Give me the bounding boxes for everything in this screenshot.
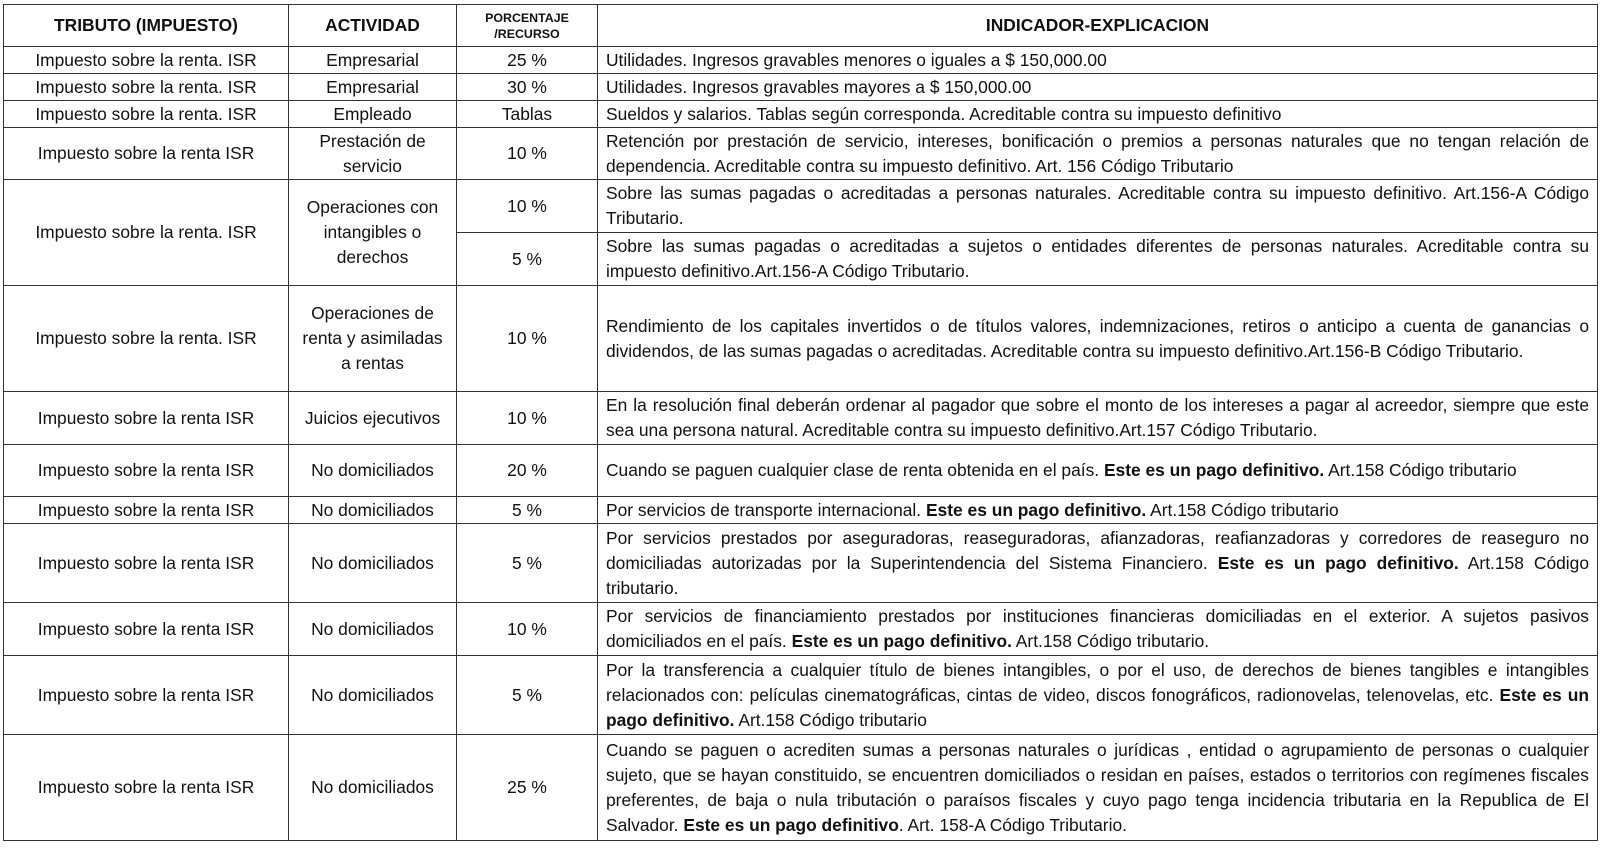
cell-indicador: Por la transferencia a cualquier título de bienes intangibles, o por el uso, de derechos de bienes tangibles e intangibles relacionados con: películas cinematográficas, cintas de video, discos fonográficos, radionovelas, telenovelas, etc. Este es un pago definitivo. Art.158 Código tributario (598, 656, 1598, 735)
cell-indicador: Por servicios de transporte internacional. Este es un pago definitivo. Art.158 Código tributario (598, 497, 1598, 524)
cell-actividad: No domiciliados (289, 735, 457, 841)
table-row (4, 180, 1598, 233)
cell-indicador: Cuando se paguen cualquier clase de renta obtenida en el país. Este es un pago definitivo. Art.158 Código tributario (598, 445, 1598, 497)
cell-actividad: No domiciliados (289, 524, 457, 603)
header-tributo: TRIBUTO (IMPUESTO) (4, 5, 289, 47)
table-row (4, 603, 1598, 656)
cell-indicador: Utilidades. Ingresos gravables mayores a $ 150,000.00 (598, 74, 1598, 101)
cell-porcentaje: 25 % (457, 47, 598, 74)
table-row (4, 656, 1598, 735)
cell-actividad: Juicios ejecutivos (289, 392, 457, 445)
cell-tributo: Impuesto sobre la renta ISR (4, 392, 289, 445)
cell-indicador: Rendimiento de los capitales invertidos o de títulos valores, indemnizaciones, retiros o anticipo a cuenta de ganancias o dividendos, de las sumas pagadas o acreditadas. Acreditable contra su impuesto definitivo.Art.156-B Código Tributario. (598, 286, 1598, 392)
cell-actividad: Prestación de servicio (289, 128, 457, 180)
cell-actividad: Empresarial (289, 47, 457, 74)
cell-tributo: Impuesto sobre la renta. ISR (4, 180, 289, 286)
table-row (4, 392, 1598, 445)
cell-tributo: Impuesto sobre la renta ISR (4, 656, 289, 735)
cell-porcentaje: 5 % (457, 497, 598, 524)
table-row (4, 735, 1598, 841)
header-row (4, 5, 1598, 47)
cell-indicador: Retención por prestación de servicio, intereses, bonificación o premios a personas naturales que no tengan relación de dependencia. Acreditable contra su impuesto definitivo. Art. 156 Código Tributario (598, 128, 1598, 180)
cell-indicador: Utilidades. Ingresos gravables menores o iguales a $ 150,000.00 (598, 47, 1598, 74)
cell-tributo: Impuesto sobre la renta ISR (4, 497, 289, 524)
table-row (4, 445, 1598, 497)
cell-tributo: Impuesto sobre la renta. ISR (4, 101, 289, 128)
cell-actividad: No domiciliados (289, 656, 457, 735)
cell-actividad: No domiciliados (289, 497, 457, 524)
cell-tributo: Impuesto sobre la renta ISR (4, 524, 289, 603)
cell-tributo: Impuesto sobre la renta. ISR (4, 74, 289, 101)
header-porcentaje: PORCENTAJE /RECURSO (457, 5, 598, 47)
cell-indicador: Sobre las sumas pagadas o acreditadas a personas naturales. Acreditable contra su impuesto definitivo. Art.156-A Código Tributario. (598, 180, 1598, 233)
pago-definitivo-note: Este es un pago definitivo. (925, 499, 1147, 520)
pago-definitivo-note: Este es un pago definitivo (683, 814, 899, 835)
cell-actividad: Operaciones de renta y asimiladas a rentas (289, 286, 457, 392)
cell-porcentaje: 10 % (457, 286, 598, 392)
cell-indicador: Cuando se paguen o acrediten sumas a personas naturales o jurídicas , entidad o agrupamiento de personas o cualquier sujeto, que se hayan constituido, se encuentren domiciliados o residan en países, estados o territorios con regímenes fiscales preferentes, de baja o nula tributación o paraísos fiscales y cuyo pago tenga incidencia tributaria en la Republica de El Salvador. Este es un pago definitivo. Art. 158-A Código Tributario. (598, 735, 1598, 841)
cell-tributo: Impuesto sobre la renta. ISR (4, 286, 289, 392)
table-row (4, 497, 1598, 524)
header-actividad: ACTIVIDAD (289, 5, 457, 47)
cell-porcentaje: 5 % (457, 656, 598, 735)
cell-porcentaje: 10 % (457, 128, 598, 180)
cell-actividad: No domiciliados (289, 445, 457, 497)
cell-indicador: Sueldos y salarios. Tablas según corresponda. Acreditable contra su impuesto definitivo (598, 101, 1598, 128)
cell-tributo: Impuesto sobre la renta ISR (4, 603, 289, 656)
pago-definitivo-note: Este es un pago definitivo. (606, 684, 1589, 730)
cell-indicador: Sobre las sumas pagadas o acreditadas a sujetos o entidades diferentes de personas naturales. Acreditable contra su impuesto definitivo.Art.156-A Código Tributario. (598, 233, 1598, 286)
cell-porcentaje: 5 % (457, 524, 598, 603)
cell-porcentaje: 10 % (457, 392, 598, 445)
table-row (4, 286, 1598, 392)
header-indicador: INDICADOR-EXPLICACION (598, 5, 1598, 47)
cell-tributo: Impuesto sobre la renta ISR (4, 128, 289, 180)
cell-tributo: Impuesto sobre la renta ISR (4, 735, 289, 841)
cell-tributo: Impuesto sobre la renta ISR (4, 445, 289, 497)
cell-indicador: Por servicios prestados por aseguradoras, reaseguradoras, afianzadoras, reafianzadoras y corredores de reaseguro no domiciliadas autorizadas por la Superintendencia del Sistema Financiero. Este es un pago definitivo. Art.158 Código tributario. (598, 524, 1598, 603)
cell-actividad: Empresarial (289, 74, 457, 101)
table-row (4, 47, 1598, 74)
pago-definitivo-note: Este es un pago definitivo. (791, 631, 1012, 651)
cell-porcentaje: Tablas (457, 101, 598, 128)
pago-definitivo-note: Este es un pago definitivo. (1103, 460, 1325, 480)
cell-porcentaje: 20 % (457, 445, 598, 497)
cell-porcentaje: 25 % (457, 735, 598, 841)
cell-actividad: Operaciones con intangibles o derechos (289, 180, 457, 286)
table-row (4, 128, 1598, 180)
table-row (4, 74, 1598, 101)
cell-indicador: En la resolución final deberán ordenar al pagador que sobre el monto de los intereses a pagar al acreedor, siempre que este sea una persona natural. Acreditable contra su impuesto definitivo.Art.157 Código Tributario. (598, 392, 1598, 445)
tax-table (3, 4, 1598, 841)
cell-actividad: No domiciliados (289, 603, 457, 656)
cell-porcentaje: 10 % (457, 603, 598, 656)
cell-indicador: Por servicios de financiamiento prestados por instituciones financieras domiciliadas en el exterior. A sujetos pasivos domiciliados en el país. Este es un pago definitivo. Art.158 Código tributario. (598, 603, 1598, 656)
cell-porcentaje: 10 % (457, 180, 598, 233)
table-row (4, 101, 1598, 128)
cell-tributo: Impuesto sobre la renta. ISR (4, 47, 289, 74)
cell-actividad: Empleado (289, 101, 457, 128)
tax-table-container (3, 4, 1597, 841)
cell-porcentaje: 30 % (457, 74, 598, 101)
pago-definitivo-note: Este es un pago definitivo. (1217, 552, 1459, 573)
cell-porcentaje: 5 % (457, 233, 598, 286)
table-row (4, 524, 1598, 603)
